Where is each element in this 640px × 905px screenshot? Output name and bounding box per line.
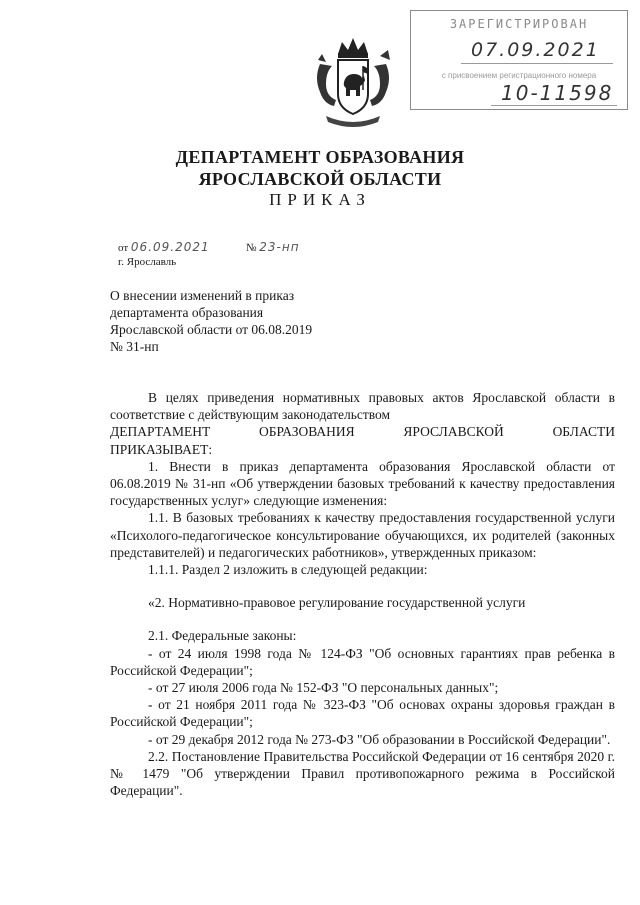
stamp-note: с присвоением регистрационного номера [441,71,597,80]
order-date [118,240,210,254]
number-prefix: № [246,242,257,254]
subject-line-4: № 31-нп [110,339,159,354]
paragraph-1-1-1: 1.1.1. Раздел 2 изложить в следующей редакции: [148,562,428,578]
subject-line-3: Ярославской области от 06.08.2019 [110,322,313,337]
paragraph-1-1: 1.1. В базовых требованиях к качеству предоставления государственной услуги «Психолого-педагогическое консультирование обучающихся, их родителей (законных представителей) и педагогических работников», утвержденных приказом: [110,510,615,560]
law-item-2: - от 27 июля 2006 года № 152-ФЗ "О персональных данных"; [148,680,499,696]
paragraph-2-1: 2.1. Федеральные законы: [148,628,297,644]
coat-of-arms-emblem [308,34,398,134]
law-item-3: - от 21 ноября 2011 года № 323-ФЗ "Об основах охраны здоровья граждан в Российской Федерации"; [110,697,615,730]
order-number [246,240,300,254]
orders-word: ПРИКАЗЫВАЕТ: [110,441,213,457]
dept-word-3: ЯРОСЛАВСКОЙ [403,424,504,440]
dept-word-2: ОБРАЗОВАНИЯ [259,424,355,440]
number-value: 23-нп [259,240,300,254]
department-line-2: ЯРОСЛАВСКОЙ ОБЛАСТИ [198,169,442,189]
paragraph-2-2: 2.2. Постановление Правительства Российской Федерации от 16 сентября 2020 г. № 1479 "Об утверждении Правил противопожарного режима в Российской Федерации". [110,748,615,799]
subject-line-1: О внесении изменений в приказ [110,288,295,303]
dept-word-4: ОБЛАСТИ [552,424,615,440]
section-2-heading: «2. Нормативно-правовое регулирование государственной услуги [148,595,526,611]
order-subject [110,287,410,355]
stamp-number-line [491,105,617,106]
law-item-1: - от 24 июля 1998 года № 124-ФЗ "Об основных гарантиях прав ребенка в Российской Федерации"; [110,645,615,678]
order-body [110,389,615,799]
registration-stamp [410,10,628,110]
intro-paragraph: В целях приведения нормативных правовых актов Ярославской области в соответствие с действующим законодательством [110,390,615,423]
department-header [0,146,640,190]
stamp-date-line [461,63,613,64]
document-type: ПРИКАЗ [269,190,371,209]
stamp-date: 07.09.2021 [471,39,600,61]
stamp-title: ЗАРЕГИСТРИРОВАН [449,17,589,31]
order-city: г. Ярославль [118,256,177,268]
dept-word-1: ДЕПАРТАМЕНТ [110,424,211,440]
department-line-1: ДЕПАРТАМЕНТ ОБРАЗОВАНИЯ [175,147,465,167]
subject-line-2: департамента образования [110,305,264,320]
date-prefix: от [118,242,129,254]
paragraph-1: 1. Внести в приказ департамента образования Ярославской области от 06.08.2019 № 31-нп «Об утверждении базовых требований к качеству предоставления государственных услуг» следующие изменения: [110,458,615,509]
law-item-4: - от 29 декабря 2012 года № 273-ФЗ "Об образовании в Российской Федерации". [148,731,611,747]
stamp-number: 10-11598 [501,81,614,105]
department-line [110,423,615,440]
date-value: 06.09.2021 [130,240,210,254]
